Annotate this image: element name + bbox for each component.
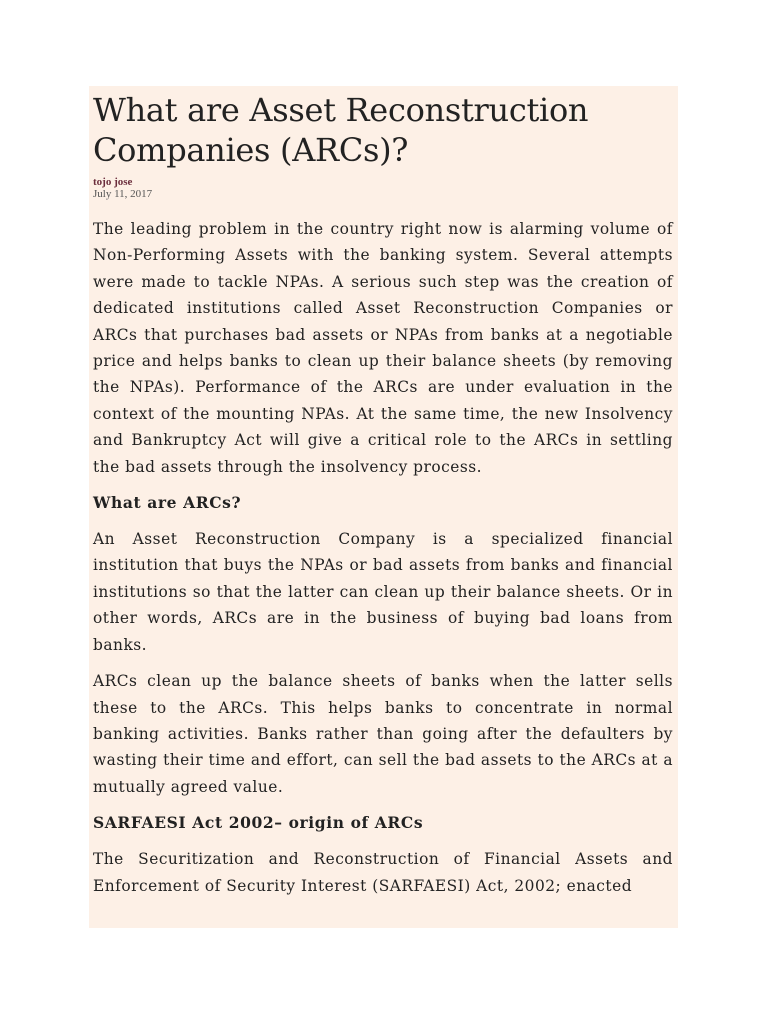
document-page [89, 86, 678, 928]
publish-date: July 11, 2017 [93, 188, 153, 200]
paragraph-definition: An Asset Reconstruction Company is a specialized financial institution that buys the NPAs or bad assets from banks and financial institutions so that the latter can clean up their balance sheets. Or in other words, ARCs are in the business of buying bad loans from banks. [93, 530, 673, 654]
heading-what-are-arcs: What are ARCs? [93, 493, 242, 513]
paragraph-intro: The leading problem in the country right now is alarming volume of Non-Performing Assets with the banking system. Several attempts were made to tackle NPAs. A serious such step was the creation of dedicated institutions called Asset Reconstruction Companies or ARCs that purchases bad assets or NPAs from banks at a negotiable price and helps banks to clean up their balance sheets (by removing the NPAs). Performance of the ARCs are under evaluation in the context of the mounting NPAs. At the same time, the new Insolvency and Bankruptcy Act will give a critical role to the ARCs in settling the bad assets through the insolvency process. [93, 220, 673, 476]
paragraph-role: ARCs clean up the balance sheets of banks when the latter sells these to the ARCs. This helps banks to concentrate in normal banking activities. Banks rather than going after the defaulters by wasting their time and effort, can sell the bad assets to the ARCs at a mutually agreed value. [93, 672, 673, 796]
article-body [93, 86, 673, 899]
paragraph-sarfaesi: The Securitization and Reconstruction of Financial Assets and Enforcement of Security Interest (SARFAESI) Act, 2002; enacted [93, 850, 673, 895]
author-name[interactable]: tojo jose [93, 176, 133, 188]
heading-sarfaesi-act: SARFAESI Act 2002– origin of ARCs [93, 813, 424, 833]
article-title: What are Asset Reconstruction Companies (ARCs)? [93, 91, 589, 169]
